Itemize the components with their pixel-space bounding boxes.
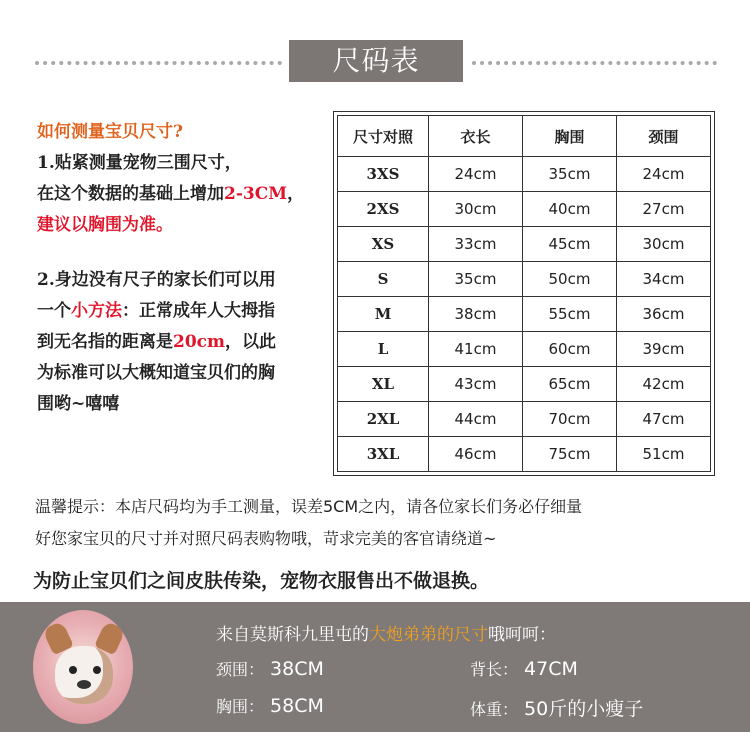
table-header-row bbox=[338, 116, 711, 157]
stat-value: 38CM bbox=[270, 658, 324, 680]
table-row bbox=[338, 332, 711, 367]
stat-label: 颈围： bbox=[216, 660, 265, 679]
header-neck: 颈围 bbox=[617, 116, 711, 157]
notes-p2-line1: 2.身边没有尺子的家长们可以用 bbox=[37, 270, 276, 290]
tip-line2: 好您家宝贝的尺寸并对照尺码表购物哦，苛求完美的客官请绕道~ bbox=[35, 529, 497, 548]
tip-line1: 温馨提示：本店尺码均为手工测量，误差5CM之内，请各位家长们务必仔细量 bbox=[35, 497, 583, 516]
measure-cell: 75cm bbox=[523, 437, 617, 472]
size-cell: XS bbox=[338, 227, 429, 262]
table-row bbox=[338, 192, 711, 227]
measure-notes bbox=[37, 117, 337, 420]
stat-weight bbox=[470, 694, 643, 721]
measure-cell: 35cm bbox=[429, 262, 523, 297]
stat-chest bbox=[216, 694, 324, 717]
measure-cell: 41cm bbox=[429, 332, 523, 367]
measure-cell: 39cm bbox=[617, 332, 711, 367]
header-dots-right bbox=[472, 61, 717, 65]
measure-cell: 30cm bbox=[617, 227, 711, 262]
size-cell: XL bbox=[338, 367, 429, 402]
size-chart-table bbox=[337, 115, 711, 472]
notes-highlight: 小方法 bbox=[71, 301, 122, 321]
no-return-warning: 为防止宝贝们之间皮肤传染，宠物衣服售出不做退换。 bbox=[33, 570, 490, 592]
notes-text: 在这个数据的基础上增加 bbox=[37, 184, 224, 204]
measure-cell: 65cm bbox=[523, 367, 617, 402]
measure-cell: 51cm bbox=[617, 437, 711, 472]
table-row bbox=[338, 402, 711, 437]
stat-value: 47CM bbox=[524, 658, 578, 680]
measure-cell: 34cm bbox=[617, 262, 711, 297]
notes-p2-line4: 为标准可以大概知道宝贝们的胸 bbox=[37, 363, 275, 383]
table-row bbox=[338, 227, 711, 262]
measure-cell: 30cm bbox=[429, 192, 523, 227]
header-size: 尺寸对照 bbox=[338, 116, 429, 157]
notes-text: ：正常成年人大拇指 bbox=[122, 301, 275, 321]
model-title-text: 哦呵呵： bbox=[488, 625, 556, 645]
measure-cell: 35cm bbox=[523, 157, 617, 192]
notes-p1-line1: 1.贴紧测量宠物三围尺寸， bbox=[37, 153, 242, 173]
table-row bbox=[338, 367, 711, 402]
stat-back bbox=[470, 657, 578, 680]
measure-cell: 70cm bbox=[523, 402, 617, 437]
notes-p1-line3: 建议以胸围为准。 bbox=[37, 215, 173, 235]
stat-label: 胸围： bbox=[216, 697, 265, 716]
stat-label: 体重： bbox=[470, 700, 519, 719]
table-row bbox=[338, 297, 711, 332]
notes-text: 到无名指的距离是 bbox=[37, 332, 173, 352]
measure-cell: 45cm bbox=[523, 227, 617, 262]
size-cell: 3XL bbox=[338, 437, 429, 472]
measure-cell: 55cm bbox=[523, 297, 617, 332]
measure-cell: 43cm bbox=[429, 367, 523, 402]
notes-heading: 如何测量宝贝尺寸? bbox=[37, 122, 183, 142]
page-title: 尺码表 bbox=[289, 40, 463, 82]
notes-text: 一个 bbox=[37, 301, 71, 321]
notes-p2-line5: 围哟~嘻嘻 bbox=[37, 394, 120, 414]
measure-cell: 47cm bbox=[617, 402, 711, 437]
size-cell: L bbox=[338, 332, 429, 367]
size-cell: M bbox=[338, 297, 429, 332]
notes-highlight: 2-3CM bbox=[224, 184, 288, 204]
model-title bbox=[216, 620, 556, 645]
measure-cell: 33cm bbox=[429, 227, 523, 262]
notes-p2-line2 bbox=[37, 296, 337, 327]
notes-p1-line2 bbox=[37, 179, 337, 210]
stat-value: 58CM bbox=[270, 695, 324, 717]
notes-p2-line3 bbox=[37, 327, 337, 358]
model-title-text: 来自莫斯科九里屯的 bbox=[216, 625, 369, 645]
table-row bbox=[338, 437, 711, 472]
header-chest: 胸围 bbox=[523, 116, 617, 157]
measure-cell: 60cm bbox=[523, 332, 617, 367]
size-cell: S bbox=[338, 262, 429, 297]
measure-cell: 24cm bbox=[429, 157, 523, 192]
notes-text: ，以此 bbox=[225, 332, 276, 352]
measure-cell: 38cm bbox=[429, 297, 523, 332]
measure-cell: 44cm bbox=[429, 402, 523, 437]
size-cell: 3XS bbox=[338, 157, 429, 192]
header-length: 衣长 bbox=[429, 116, 523, 157]
measure-cell: 40cm bbox=[523, 192, 617, 227]
measure-cell: 42cm bbox=[617, 367, 711, 402]
table-row bbox=[338, 157, 711, 192]
measure-cell: 24cm bbox=[617, 157, 711, 192]
model-info-band bbox=[0, 602, 750, 732]
table-row bbox=[338, 262, 711, 297]
measure-cell: 36cm bbox=[617, 297, 711, 332]
notes-text: ， bbox=[287, 184, 305, 204]
stat-value: 50斤的小瘦子 bbox=[524, 698, 644, 720]
notes-highlight: 20cm bbox=[173, 332, 225, 352]
header-dots-left bbox=[35, 61, 282, 65]
size-cell: 2XL bbox=[338, 402, 429, 437]
measure-cell: 46cm bbox=[429, 437, 523, 472]
stat-neck bbox=[216, 657, 324, 680]
stat-label: 背长： bbox=[470, 660, 519, 679]
dog-face bbox=[55, 646, 113, 704]
model-title-highlight: 大炮弟弟的尺寸 bbox=[369, 625, 488, 645]
measure-cell: 50cm bbox=[523, 262, 617, 297]
size-cell: 2XS bbox=[338, 192, 429, 227]
dog-photo bbox=[33, 610, 133, 724]
measure-cell: 27cm bbox=[617, 192, 711, 227]
